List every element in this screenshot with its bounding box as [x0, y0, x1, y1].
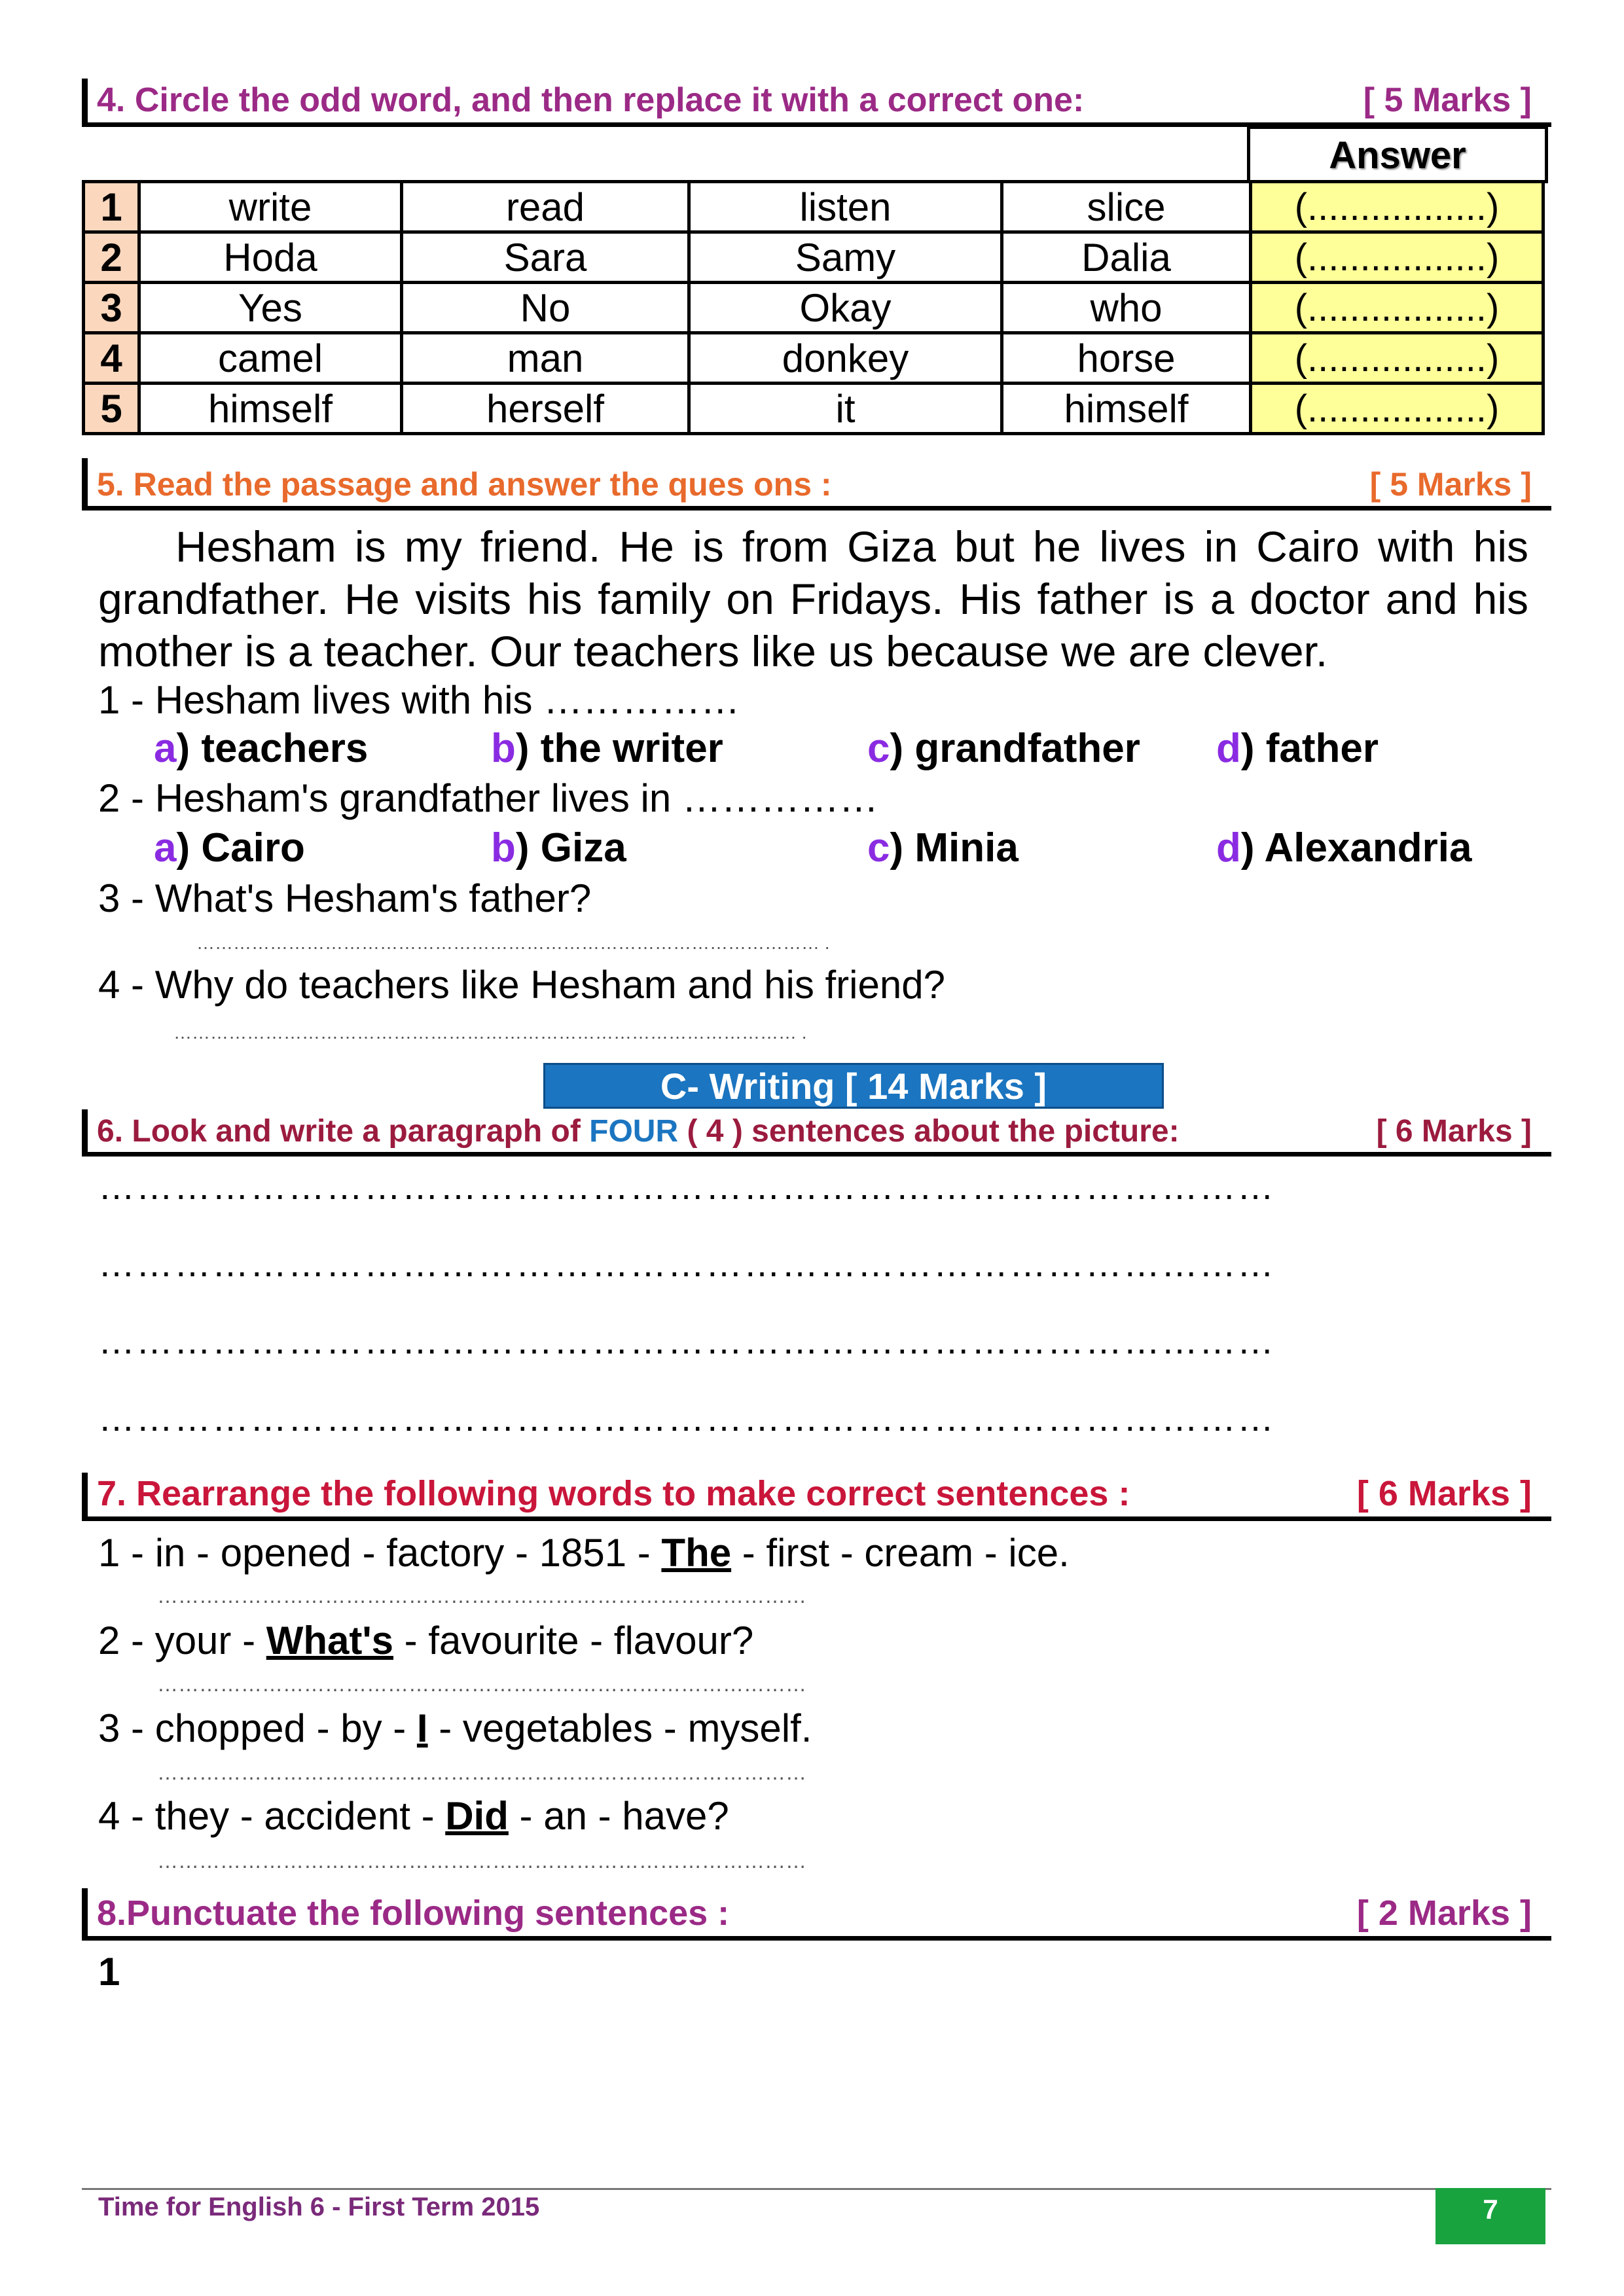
q7-item-3: 3 - chopped - by - I - vegetables - myself.: [98, 1706, 812, 1750]
q5-q2-option-a[interactable]: a) Cairo: [154, 825, 305, 870]
q4-title: 4. Circle the odd word, and then replace it with a correct one:: [97, 81, 1085, 119]
q5-answer-line-3[interactable]: ………………………………………………………………………………………… .: [196, 933, 830, 953]
q6-writing-line-4[interactable]: …………………………………………………………………………………: [98, 1397, 1275, 1439]
q6-title: 6. Look and write a paragraph of FOUR ( 4 ) sentences about the picture:: [97, 1114, 1180, 1149]
q7-item-3-key: I: [416, 1706, 428, 1750]
writing-section-banner: C- Writing [ 14 Marks ]: [543, 1063, 1164, 1109]
row-number: 4: [84, 333, 139, 384]
q8-header: [82, 1888, 1551, 1941]
footer-text: Time for English 6 - First Term 2015: [98, 2193, 540, 2221]
page-number: 7: [1435, 2188, 1545, 2244]
q7-item-1: 1 - in - opened - factory - 1851 - The - first - cream - ice.: [98, 1531, 1070, 1575]
q7-answer-line-3[interactable]: …………………………………………………………………………………: [157, 1761, 806, 1784]
word-cell[interactable]: herself: [402, 384, 689, 434]
q7-item-2-key: What's: [266, 1619, 394, 1662]
q5-title: 5. Read the passage and answer the ques ons :: [97, 466, 832, 503]
q5-marks: [ 5 Marks ]: [1369, 466, 1532, 503]
q5-q1-option-a[interactable]: a) teachers: [154, 726, 369, 771]
answer-blank[interactable]: (.................): [1251, 283, 1543, 333]
row-number: 1: [84, 182, 139, 232]
q5-answer-line-4[interactable]: ………………………………………………………………………………………… .: [173, 1022, 807, 1043]
q4-marks: [ 5 Marks ]: [1363, 81, 1532, 119]
q7-item-4-key: Did: [445, 1794, 509, 1838]
word-cell[interactable]: No: [402, 283, 689, 333]
row-number: 3: [84, 283, 139, 333]
word-cell[interactable]: man: [402, 333, 689, 384]
odd-word-row: [84, 232, 1543, 283]
footer-divider: [82, 2188, 1551, 2190]
word-cell[interactable]: Samy: [689, 232, 1002, 283]
q7-item-4: 4 - they - accident - Did - an - have?: [98, 1794, 729, 1838]
q5-q1-option-b[interactable]: b) the writer: [491, 726, 723, 771]
word-cell[interactable]: read: [402, 182, 689, 232]
word-cell[interactable]: himself: [139, 384, 402, 434]
q7-marks: [ 6 Marks ]: [1356, 1474, 1532, 1513]
q5-question-4: 4 - Why do teachers like Hesham and his friend?: [98, 963, 945, 1007]
row-number: 5: [84, 384, 139, 434]
odd-word-table: [82, 180, 1545, 435]
q5-question-2: 2 - Hesham's grandfather lives in ……………: [98, 776, 878, 820]
odd-word-row: [84, 333, 1543, 384]
answer-blank[interactable]: (.................): [1251, 333, 1543, 384]
odd-word-row: [84, 384, 1543, 434]
answer-blank[interactable]: (.................): [1251, 232, 1543, 283]
word-cell[interactable]: camel: [139, 333, 402, 384]
q6-writing-line-2[interactable]: …………………………………………………………………………………: [98, 1243, 1275, 1284]
odd-word-row: [84, 182, 1543, 232]
q5-question-1: 1 - Hesham lives with his ……………: [98, 678, 740, 722]
word-cell[interactable]: listen: [689, 182, 1002, 232]
q6-header: [82, 1109, 1551, 1157]
word-cell[interactable]: Yes: [139, 283, 402, 333]
word-cell[interactable]: who: [1002, 283, 1251, 333]
q5-q1-option-d[interactable]: d) father: [1216, 726, 1379, 771]
word-cell[interactable]: Sara: [402, 232, 689, 283]
word-cell[interactable]: slice: [1002, 182, 1251, 232]
word-cell[interactable]: himself: [1002, 384, 1251, 434]
q5-question-3: 3 - What's Hesham's father?: [98, 876, 592, 920]
word-cell[interactable]: it: [689, 384, 1002, 434]
word-cell[interactable]: horse: [1002, 333, 1251, 384]
q8-marks: [ 2 Marks ]: [1356, 1893, 1532, 1933]
q5-q1-option-c[interactable]: c) grandfather: [867, 726, 1140, 771]
q7-item-1-key: The: [661, 1531, 732, 1575]
q6-four-word: FOUR: [589, 1114, 679, 1149]
word-cell[interactable]: Okay: [689, 283, 1002, 333]
passage-text: Hesham is my friend. He is from Giza but he lives in Cairo with his grandfather. He visits his family on Fridays. His father is a doctor and his mother is a teacher. Our teachers like us because we are clever.: [98, 522, 1528, 675]
word-cell[interactable]: write: [139, 182, 402, 232]
q6-writing-line-3[interactable]: …………………………………………………………………………………: [98, 1320, 1275, 1361]
word-cell[interactable]: donkey: [689, 333, 1002, 384]
q5-header: [82, 458, 1551, 511]
q8-item-1-number: 1: [98, 1950, 120, 1994]
q5-q2-option-c[interactable]: c) Minia: [867, 825, 1019, 870]
q5-q2-option-b[interactable]: b) Giza: [491, 825, 626, 870]
q6-writing-line-1[interactable]: …………………………………………………………………………………: [98, 1166, 1275, 1207]
q7-header: [82, 1473, 1551, 1521]
q5-q2-option-d[interactable]: d) Alexandria: [1216, 825, 1472, 870]
answer-blank[interactable]: (.................): [1251, 384, 1543, 434]
answer-column-header: Answer: [1247, 126, 1548, 183]
q7-title: 7. Rearrange the following words to make correct sentences :: [97, 1474, 1130, 1513]
word-cell[interactable]: Dalia: [1002, 232, 1251, 283]
q7-answer-line-1[interactable]: …………………………………………………………………………………: [157, 1584, 806, 1607]
q4-header: [82, 79, 1551, 127]
q8-title: 8.Punctuate the following sentences :: [97, 1893, 730, 1933]
odd-word-row: [84, 283, 1543, 333]
q6-marks: [ 6 Marks ]: [1376, 1114, 1532, 1149]
answer-blank[interactable]: (.................): [1251, 182, 1543, 232]
q7-item-2: 2 - your - What's - favourite - flavour?: [98, 1619, 754, 1662]
reading-passage: [98, 520, 1528, 677]
word-cell[interactable]: Hoda: [139, 232, 402, 283]
row-number: 2: [84, 232, 139, 283]
q7-answer-line-2[interactable]: …………………………………………………………………………………: [157, 1672, 806, 1696]
q7-answer-line-4[interactable]: …………………………………………………………………………………: [157, 1849, 806, 1873]
